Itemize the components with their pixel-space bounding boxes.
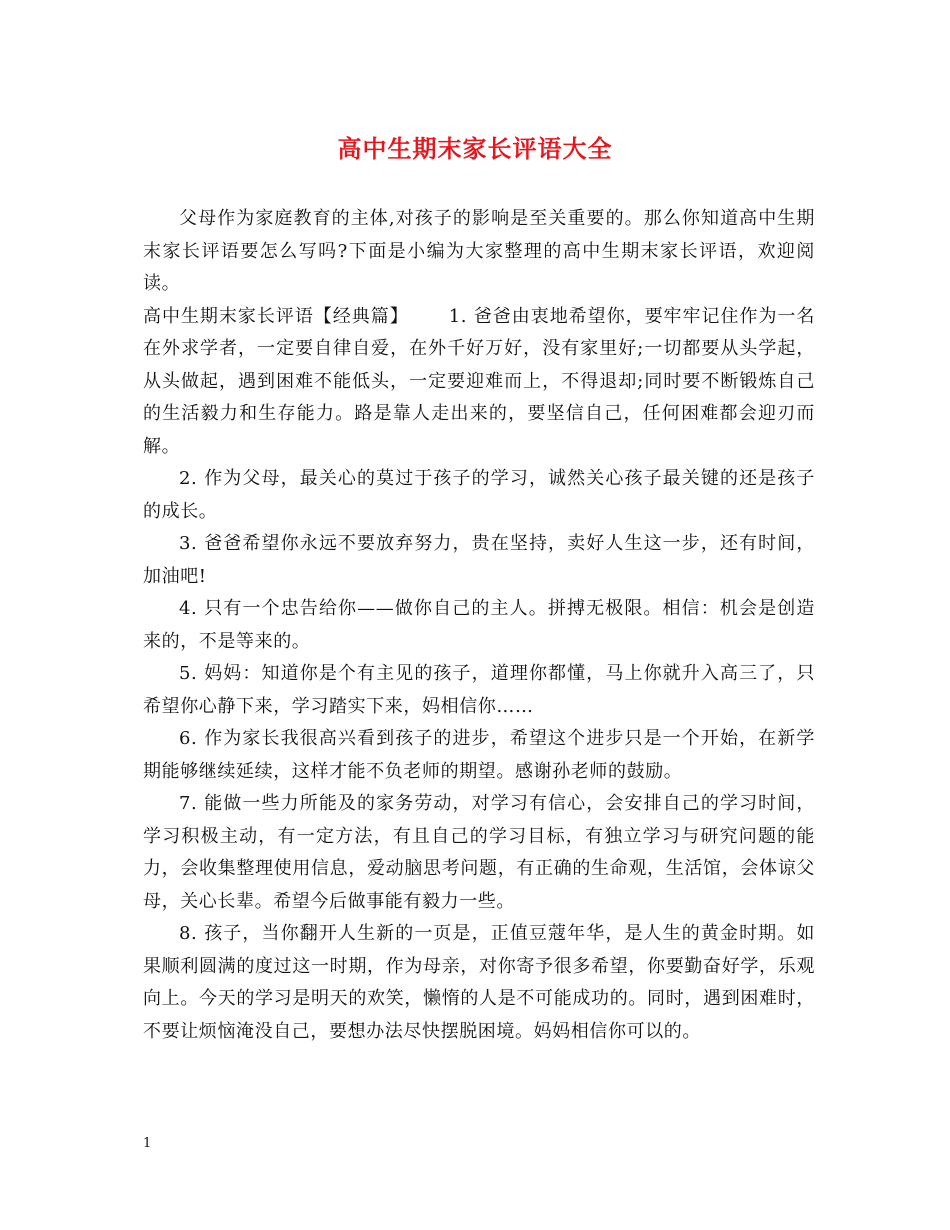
intro-text: 父母作为家庭教育的主体,对孩子的影响是至关重要的。那么你知道高中生期末家长评语要怎么写吗?下面是小编为大家整理的高中生期末家长评语，欢迎阅读。: [143, 208, 815, 294]
document-title: 高中生期末家长评语大全: [337, 134, 613, 163]
item-7-text: 7. 能做一些力所能及的家务劳动，对学习有信心，会安排自己的学习时间，学习积极主动，有一定方法，有且自己的学习目标，有独立学习与研究问题的能力，会收集整理使用信息，爱动脑思考问题，有正确的生命观，生活馆，会体谅父母，关心长辈。希望今后做事能有毅力一些。: [143, 793, 815, 912]
intro-paragraph: [143, 203, 815, 301]
item-1-text: 1. 爸爸由衷地希望你，要牢牢记住作为一名在外求学者，一定要自律自爱，在外千好万好，没有家里好;一切都要从头学起，从头做起，遇到困难不能低头，一定要迎难而上，不得退却;同时要不断锻炼自己的生活毅力和生存能力。路是靠人走出来的，要坚信自己，任何困难都会迎刃而解。: [143, 305, 815, 457]
item-2-text: 2. 作为父母，最关心的莫过于孩子的学习，诚然关心孩子最关键的还是孩子的成长。: [143, 468, 815, 522]
item-4-text: 4. 只有一个忠告给你——做你自己的主人。拼搏无极限。相信：机会是创造来的，不是等来的。: [143, 598, 815, 652]
item-4-paragraph: [143, 593, 815, 658]
section-heading: 高中生期末家长评语【经典篇】: [143, 305, 409, 327]
item-3-paragraph: [143, 528, 815, 593]
item-3-text: 3. 爸爸希望你永远不要放弃努力，贵在坚持，卖好人生这一步，还有时间，加油吧!: [143, 533, 815, 587]
item-5-text: 5. 妈妈：知道你是个有主见的孩子，道理你都懂，马上你就升入高三了，只希望你心静下来，学习踏实下来，妈相信你……: [143, 663, 815, 717]
item-5-paragraph: [143, 658, 815, 723]
item-2-paragraph: [143, 463, 815, 528]
item-6-paragraph: [143, 723, 815, 788]
item-6-text: 6. 作为家长我很高兴看到孩子的进步，希望这个进步只是一个开始，在新学期能够继续延续，这样才能不负老师的期望。感谢孙老师的鼓励。: [143, 728, 815, 782]
page-number: 1: [143, 1136, 152, 1151]
section-paragraph-1: [143, 301, 815, 464]
item-8-text: 8. 孩子，当你翻开人生新的一页是，正值豆蔻年华，是人生的黄金时期。如果顺利圆满的度过这一时期，作为母亲，对你寄予很多希望，你要勤奋好学，乐观向上。今天的学习是明天的欢笑，懒惰的人是不可能成功的。同时，遇到困难时，不要让烦恼淹没自己，要想办法尽快摆脱困境。妈妈相信你可以的。: [143, 923, 815, 1042]
item-8-paragraph: [143, 918, 815, 1048]
item-7-paragraph: [143, 788, 815, 918]
document-body: [143, 203, 815, 1048]
